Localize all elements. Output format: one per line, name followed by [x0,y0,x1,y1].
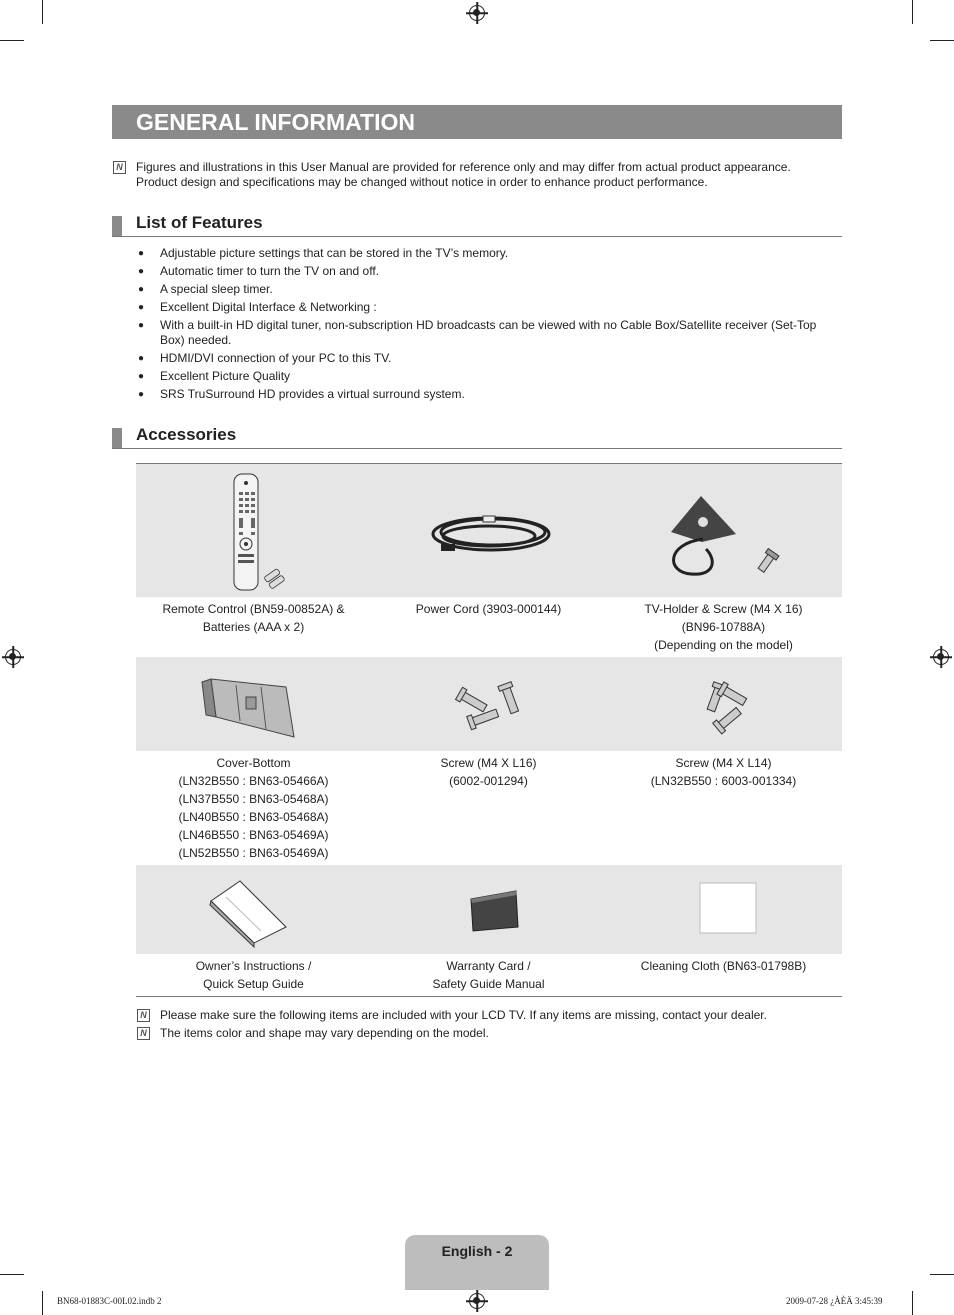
caption-line: (LN32B550 : BN63-05466A) [178,774,329,788]
print-timestamp: 2009-07-28 ¿ÀÈÄ 3:45:39 [786,1296,883,1306]
intro-line: Figures and illustrations in this User Manual are provided for reference only and may differ from actual product appearance. [136,160,791,174]
caption-line: (LN46B550 : BN63-05469A) [178,828,329,842]
remote-control-icon [136,464,371,597]
note-icon: N [137,1027,150,1040]
manual-book-icon [136,865,371,954]
caption-line: (LN32B550 : 6003-001334) [650,774,797,788]
caption-line: Safety Guide Manual [432,977,545,991]
screws-icon [606,657,841,751]
list-item: ● Excellent Digital Interface & Networking : [136,300,836,315]
accessory-caption [371,751,606,865]
crop-mark [42,0,43,24]
list-item: ● Adjustable picture settings that can be stored in the TV’s memory. [136,246,836,261]
caption-row [136,954,842,996]
caption-line: TV-Holder & Screw (M4 X 16) [644,602,803,616]
features-heading-label: List of Features [136,213,263,232]
registration-mark-icon [469,1293,485,1309]
print-file-info: BN68-01883C-00L02.indb 2 [57,1296,162,1306]
list-item: ● HDMI/DVI connection of your PC to this TV. [136,351,836,366]
caption-row [136,597,842,657]
cleaning-cloth-icon [606,865,841,954]
intro-note [112,160,842,190]
crop-mark [0,40,24,41]
accessory-caption [371,597,606,657]
screws-icon [371,657,606,751]
registration-mark-icon [469,5,485,21]
list-item: ● Excellent Picture Quality [136,369,836,384]
caption-line: (Depending on the model) [654,638,793,652]
caption-line: (LN40B550 : BN63-05468A) [178,810,329,824]
intro-line: Product design and specifications may be changed without notice in order to enhance product performance. [136,175,708,189]
note-text: The items color and shape may vary depending on the model. [160,1026,489,1040]
section-marker [112,216,122,236]
power-cord-icon [371,464,606,597]
features-list [136,246,836,405]
registration-mark-icon [5,649,21,665]
image-band [136,657,842,751]
note-row [136,1006,842,1024]
image-band [136,464,842,597]
caption-line: Remote Control (BN59-00852A) & [162,602,345,616]
caption-line: (6002-001294) [449,774,528,788]
caption-line: (BN96-10788A) [681,620,766,634]
crop-mark [912,1291,913,1315]
warranty-card-icon [371,865,606,954]
section-marker [112,428,122,448]
caption-line: Warranty Card / [446,959,531,973]
page-number-tab: English - 2 [405,1235,549,1290]
tv-holder-icon [606,464,841,597]
accessory-caption [136,954,371,996]
crop-mark [912,0,913,24]
note-icon: N [113,161,126,174]
accessories-table [136,463,842,997]
note-text: Please make sure the following items are included with your LCD TV. If any items are missing, contact your dealer. [160,1008,767,1022]
list-item: ● SRS TruSurround HD provides a virtual surround system. [136,387,836,402]
caption-line: Batteries (AAA x 2) [202,620,305,634]
caption-line: Quick Setup Guide [203,977,304,991]
accessory-caption [606,954,841,996]
caption-line: Screw (M4 X L16) [440,756,537,770]
caption-line: Power Cord (3903-000144) [415,602,562,616]
caption-line: (LN37B550 : BN63-05468A) [178,792,329,806]
note-row [136,1024,842,1042]
crop-mark [930,1274,954,1275]
accessory-caption [136,597,371,657]
cover-bottom-icon [136,657,371,751]
page-title: GENERAL INFORMATION [112,105,842,139]
caption-row [136,751,842,865]
list-item: ● Automatic timer to turn the TV on and off. [136,264,836,279]
accessories-heading [112,425,842,449]
caption-line: Owner’s Instructions / [195,959,312,973]
crop-mark [0,1274,24,1275]
caption-line: Cleaning Cloth (BN63-01798B) [640,959,807,973]
accessory-caption [136,751,371,865]
caption-line: Cover-Bottom [216,756,291,770]
registration-mark-icon [933,649,949,665]
image-band [136,865,842,954]
accessory-notes [136,1006,842,1042]
features-heading [112,213,842,237]
list-item: ● With a built-in HD digital tuner, non-subscription HD broadcasts can be viewed with no Cable Box/Satellite receiver (Set-Top Box) needed. [136,318,836,348]
list-item: ● A special sleep timer. [136,282,836,297]
accessory-caption [371,954,606,996]
crop-mark [930,40,954,41]
note-icon: N [137,1009,150,1022]
accessory-caption [606,751,841,865]
caption-line: (LN52B550 : BN63-05469A) [178,846,329,860]
accessory-caption [606,597,841,657]
crop-mark [42,1291,43,1315]
accessories-heading-label: Accessories [136,425,237,444]
caption-line: Screw (M4 X L14) [675,756,772,770]
